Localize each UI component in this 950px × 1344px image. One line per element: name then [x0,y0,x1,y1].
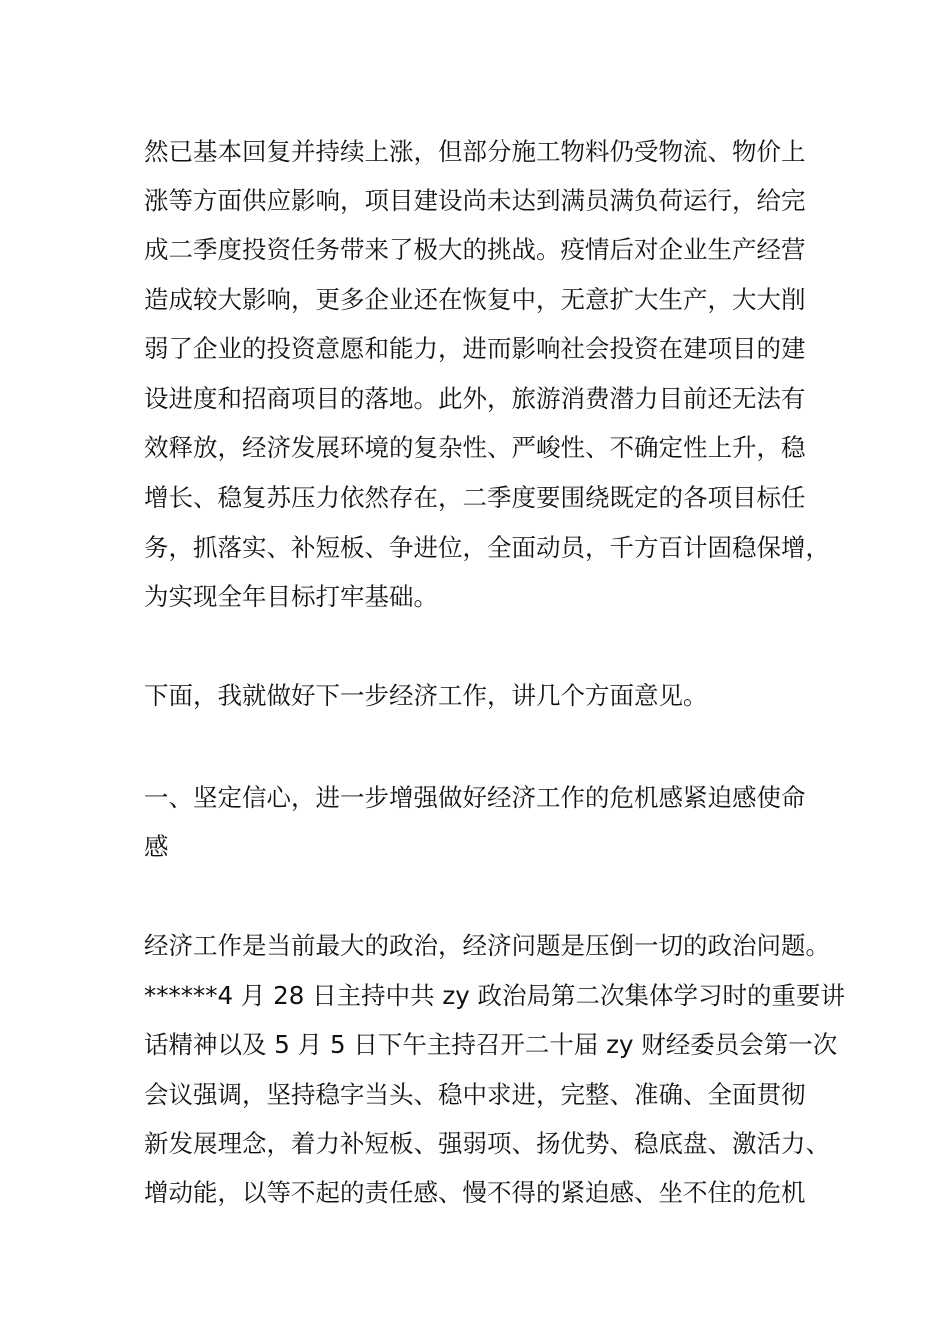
paragraph-1-line-4: 造成较大影响，更多企业还在恢复中，无意扩大生产，大大削 [144,285,806,314]
paragraph-4-line-4: 会议强调，坚持稳字当头、稳中求进，完整、准确、全面贯彻 [144,1080,806,1109]
paragraph-1-line-6: 设进度和招商项目的落地。此外，旅游消费潜力目前还无法有 [144,384,806,413]
paragraph-1-line-9: 务，抓落实、补短板、争进位，全面动员，千方百计固稳保增， [144,533,830,562]
paragraph-1-line-10: 为实现全年目标打牢基础。 [144,582,438,611]
section-heading-line-2: 感 [144,832,169,861]
section-heading-line-1: 一、坚定信心，进一步增强做好经济工作的危机感紧迫感使命 [144,783,806,812]
paragraph-1-line-2: 涨等方面供应影响，项目建设尚未达到满员满负荷运行，给完 [144,186,806,215]
paragraph-4-line-3: 话精神以及 5 月 5 日下午主持召开二十届 zy 财经委员会第一次 [144,1030,838,1059]
paragraph-2-line-1: 下面，我就做好下一步经济工作，讲几个方面意见。 [144,681,708,710]
paragraph-1-line-7: 效释放，经济发展环境的复杂性、严峻性、不确定性上升，稳 [144,433,806,462]
paragraph-1-line-8: 增长、稳复苏压力依然存在，二季度要围绕既定的各项目标任 [144,483,806,512]
paragraph-4-line-6: 增动能，以等不起的责任感、慢不得的紧迫感、坐不住的危机 [144,1178,806,1207]
paragraph-4-line-5: 新发展理念，着力补短板、强弱项、扬优势、稳底盘、激活力、 [144,1129,830,1158]
paragraph-4-line-1: 经济工作是当前最大的政治，经济问题是压倒一切的政治问题。 [144,931,830,960]
paragraph-4-line-2: ******4 月 28 日主持中共 zy 政治局第二次集体学习时的重要讲 [144,981,846,1010]
paragraph-1-line-5: 弱了企业的投资意愿和能力，进而影响社会投资在建项目的建 [144,334,806,363]
paragraph-1-line-3: 成二季度投资任务带来了极大的挑战。疫情后对企业生产经营 [144,235,806,264]
paragraph-1-line-1: 然已基本回复并持续上涨，但部分施工物料仍受物流、物价上 [144,137,806,166]
